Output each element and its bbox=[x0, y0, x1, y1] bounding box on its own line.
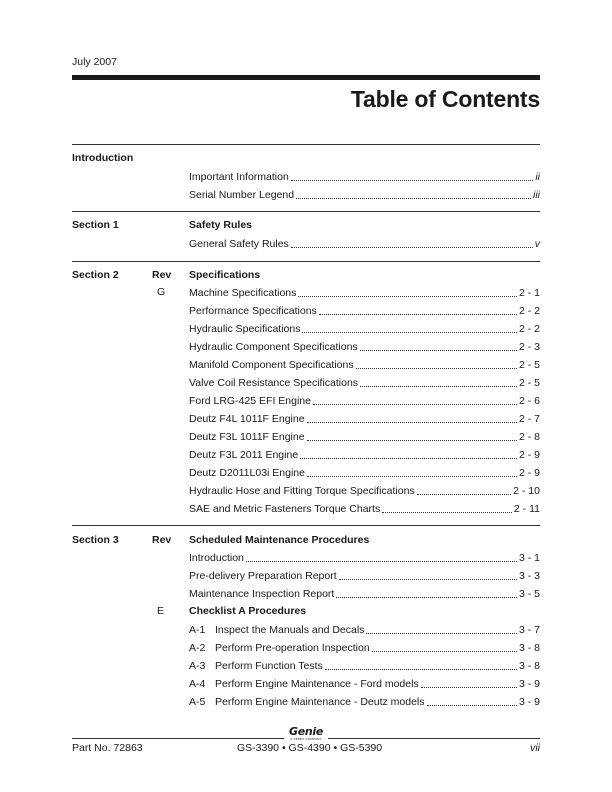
entry-title: Hydraulic Specifications bbox=[189, 323, 301, 335]
entry-page: 2 - 5 bbox=[518, 377, 540, 389]
entry-page: 2 - 7 bbox=[518, 413, 540, 425]
section2-rev-label: Rev bbox=[152, 269, 172, 281]
section3-label: Section 3 bbox=[72, 534, 119, 546]
leader-dots bbox=[372, 650, 517, 652]
toc-entry[interactable] bbox=[189, 484, 540, 498]
toc-entry[interactable] bbox=[189, 340, 540, 354]
toc-entry[interactable] bbox=[189, 659, 540, 673]
entry-number: A-4 bbox=[189, 678, 206, 690]
section1-heading: Safety Rules bbox=[189, 219, 253, 231]
toc-entry[interactable] bbox=[189, 466, 540, 480]
entry-title: Machine Specifications bbox=[189, 287, 297, 299]
footer-rule-right bbox=[328, 738, 540, 739]
leader-dots bbox=[336, 596, 517, 598]
entry-page: 2 - 8 bbox=[518, 431, 540, 443]
entry-title: Deutz F3L 2011 Engine bbox=[189, 449, 299, 461]
leader-dots bbox=[339, 578, 517, 580]
entry-page: 2 - 9 bbox=[518, 467, 540, 479]
toc-entry-general-safety-rules[interactable] bbox=[189, 237, 540, 251]
entry-title: Perform Function Tests bbox=[215, 660, 323, 672]
genie-logo bbox=[289, 726, 323, 741]
entry-title: Hydraulic Hose and Fitting Torque Specifications bbox=[189, 485, 415, 497]
leader-dots bbox=[246, 560, 517, 562]
toc-entry[interactable] bbox=[189, 304, 540, 318]
toc-entry[interactable] bbox=[189, 286, 540, 300]
entry-page: iii bbox=[533, 189, 540, 201]
leader-dots bbox=[307, 475, 517, 477]
page-title: Table of Contents bbox=[350, 86, 540, 112]
toc-entry[interactable] bbox=[189, 376, 540, 390]
entry-page: 3 - 3 bbox=[518, 570, 540, 582]
entry-page: 2 - 3 bbox=[518, 341, 540, 353]
leader-dots bbox=[298, 295, 517, 297]
entry-page: 3 - 8 bbox=[518, 642, 540, 654]
leader-dots bbox=[356, 367, 517, 369]
entry-title: Inspect the Manuals and Decals bbox=[215, 624, 365, 636]
toc-entry-important-information[interactable] bbox=[189, 170, 540, 184]
entry-number: A-3 bbox=[189, 660, 206, 672]
page-number: vii bbox=[530, 742, 540, 754]
leader-dots bbox=[417, 493, 511, 495]
toc-entry[interactable] bbox=[189, 322, 540, 336]
leader-dots bbox=[360, 385, 517, 387]
section2-rev-value: G bbox=[157, 286, 166, 298]
entry-title: Important Information bbox=[189, 171, 289, 183]
entry-page: 2 - 10 bbox=[513, 485, 540, 497]
header-rule bbox=[72, 75, 540, 80]
entry-page: 2 - 9 bbox=[518, 449, 540, 461]
toc-entry[interactable] bbox=[189, 394, 540, 408]
entry-page: 3 - 1 bbox=[518, 552, 540, 564]
toc-entry[interactable] bbox=[189, 587, 540, 601]
toc-entry[interactable] bbox=[189, 623, 540, 637]
toc-entry[interactable] bbox=[189, 569, 540, 583]
section2-heading: Specifications bbox=[189, 269, 261, 281]
entry-page: 3 - 9 bbox=[518, 678, 540, 690]
checklist-rev-value: E bbox=[157, 605, 165, 617]
toc-entry[interactable] bbox=[189, 448, 540, 462]
section1-label: Section 1 bbox=[72, 219, 119, 231]
entry-page: 2 - 2 bbox=[518, 323, 540, 335]
entry-page: 2 - 2 bbox=[518, 305, 540, 317]
entry-title: Deutz D2011L03i Engine bbox=[189, 467, 305, 479]
header-date: July 2007 bbox=[72, 56, 117, 68]
toc-entry[interactable] bbox=[189, 677, 540, 691]
entry-title: SAE and Metric Fasteners Torque Charts bbox=[189, 503, 381, 515]
leader-dots bbox=[366, 632, 517, 634]
leader-dots bbox=[291, 246, 533, 248]
entry-page: 2 - 1 bbox=[518, 287, 540, 299]
entry-title: Perform Engine Maintenance - Ford models bbox=[215, 678, 419, 690]
leader-dots bbox=[360, 349, 517, 351]
toc-entry[interactable] bbox=[189, 551, 540, 565]
leader-dots bbox=[296, 197, 531, 199]
entry-title: General Safety Rules bbox=[189, 238, 289, 250]
checklist-heading: Checklist A Procedures bbox=[189, 605, 307, 617]
leader-dots bbox=[302, 331, 517, 333]
leader-dots bbox=[382, 511, 512, 513]
logo-subtext: A TEREX COMPANY bbox=[290, 737, 322, 741]
footer-rule-left bbox=[72, 738, 284, 739]
intro-label: Introduction bbox=[72, 152, 134, 164]
section2-label: Section 2 bbox=[72, 269, 119, 281]
entry-page: 2 - 5 bbox=[518, 359, 540, 371]
entry-title: Serial Number Legend bbox=[189, 189, 295, 201]
section3-rev-label: Rev bbox=[152, 534, 172, 546]
divider bbox=[72, 261, 540, 262]
entry-title: Perform Pre-operation Inspection bbox=[215, 642, 370, 654]
toc-entry[interactable] bbox=[189, 358, 540, 372]
entry-title: Pre-delivery Preparation Report bbox=[189, 570, 337, 582]
leader-dots bbox=[307, 439, 517, 441]
divider bbox=[72, 211, 540, 212]
toc-entry[interactable] bbox=[189, 641, 540, 655]
entry-number: A-5 bbox=[189, 696, 206, 708]
divider bbox=[72, 144, 540, 145]
toc-entry[interactable] bbox=[189, 412, 540, 426]
entry-page: 3 - 9 bbox=[518, 696, 540, 708]
toc-entry[interactable] bbox=[189, 695, 540, 709]
entry-title: Ford LRG-425 EFI Engine bbox=[189, 395, 311, 407]
leader-dots bbox=[325, 668, 517, 670]
entry-page: 2 - 11 bbox=[513, 503, 540, 515]
leader-dots bbox=[307, 421, 517, 423]
entry-page: 3 - 5 bbox=[518, 588, 540, 600]
leader-dots bbox=[421, 686, 517, 688]
leader-dots bbox=[291, 179, 534, 181]
leader-dots bbox=[319, 313, 517, 315]
entry-title: Maintenance Inspection Report bbox=[189, 588, 335, 600]
divider bbox=[72, 525, 540, 526]
entry-number: A-2 bbox=[189, 642, 206, 654]
logo-text: Genie bbox=[289, 725, 324, 738]
entry-page: ii bbox=[535, 171, 540, 183]
entry-page: 3 - 7 bbox=[518, 624, 540, 636]
entry-title: Perform Engine Maintenance - Deutz models bbox=[215, 696, 425, 708]
entry-title: Introduction bbox=[189, 552, 244, 564]
entry-title: Valve Coil Resistance Specifications bbox=[189, 377, 359, 389]
model-numbers: GS-3390 • GS-4390 • GS-5390 bbox=[237, 742, 383, 754]
toc-entry-serial-number-legend[interactable] bbox=[189, 188, 540, 202]
entry-page: 3 - 8 bbox=[518, 660, 540, 672]
entry-page: 2 - 6 bbox=[518, 395, 540, 407]
leader-dots bbox=[300, 457, 517, 459]
entry-title: Deutz F3L 1011F Engine bbox=[189, 431, 305, 443]
part-number: Part No. 72863 bbox=[72, 742, 143, 754]
toc-entry[interactable] bbox=[189, 502, 540, 516]
entry-number: A-1 bbox=[189, 624, 206, 636]
leader-dots bbox=[313, 403, 517, 405]
toc-entry[interactable] bbox=[189, 430, 540, 444]
entry-title: Deutz F4L 1011F Engine bbox=[189, 413, 305, 425]
leader-dots bbox=[427, 704, 517, 706]
entry-page: v bbox=[534, 238, 540, 250]
section3-heading: Scheduled Maintenance Procedures bbox=[189, 534, 370, 546]
entry-title: Hydraulic Component Specifications bbox=[189, 341, 358, 353]
entry-title: Manifold Component Specifications bbox=[189, 359, 354, 371]
entry-title: Performance Specifications bbox=[189, 305, 317, 317]
